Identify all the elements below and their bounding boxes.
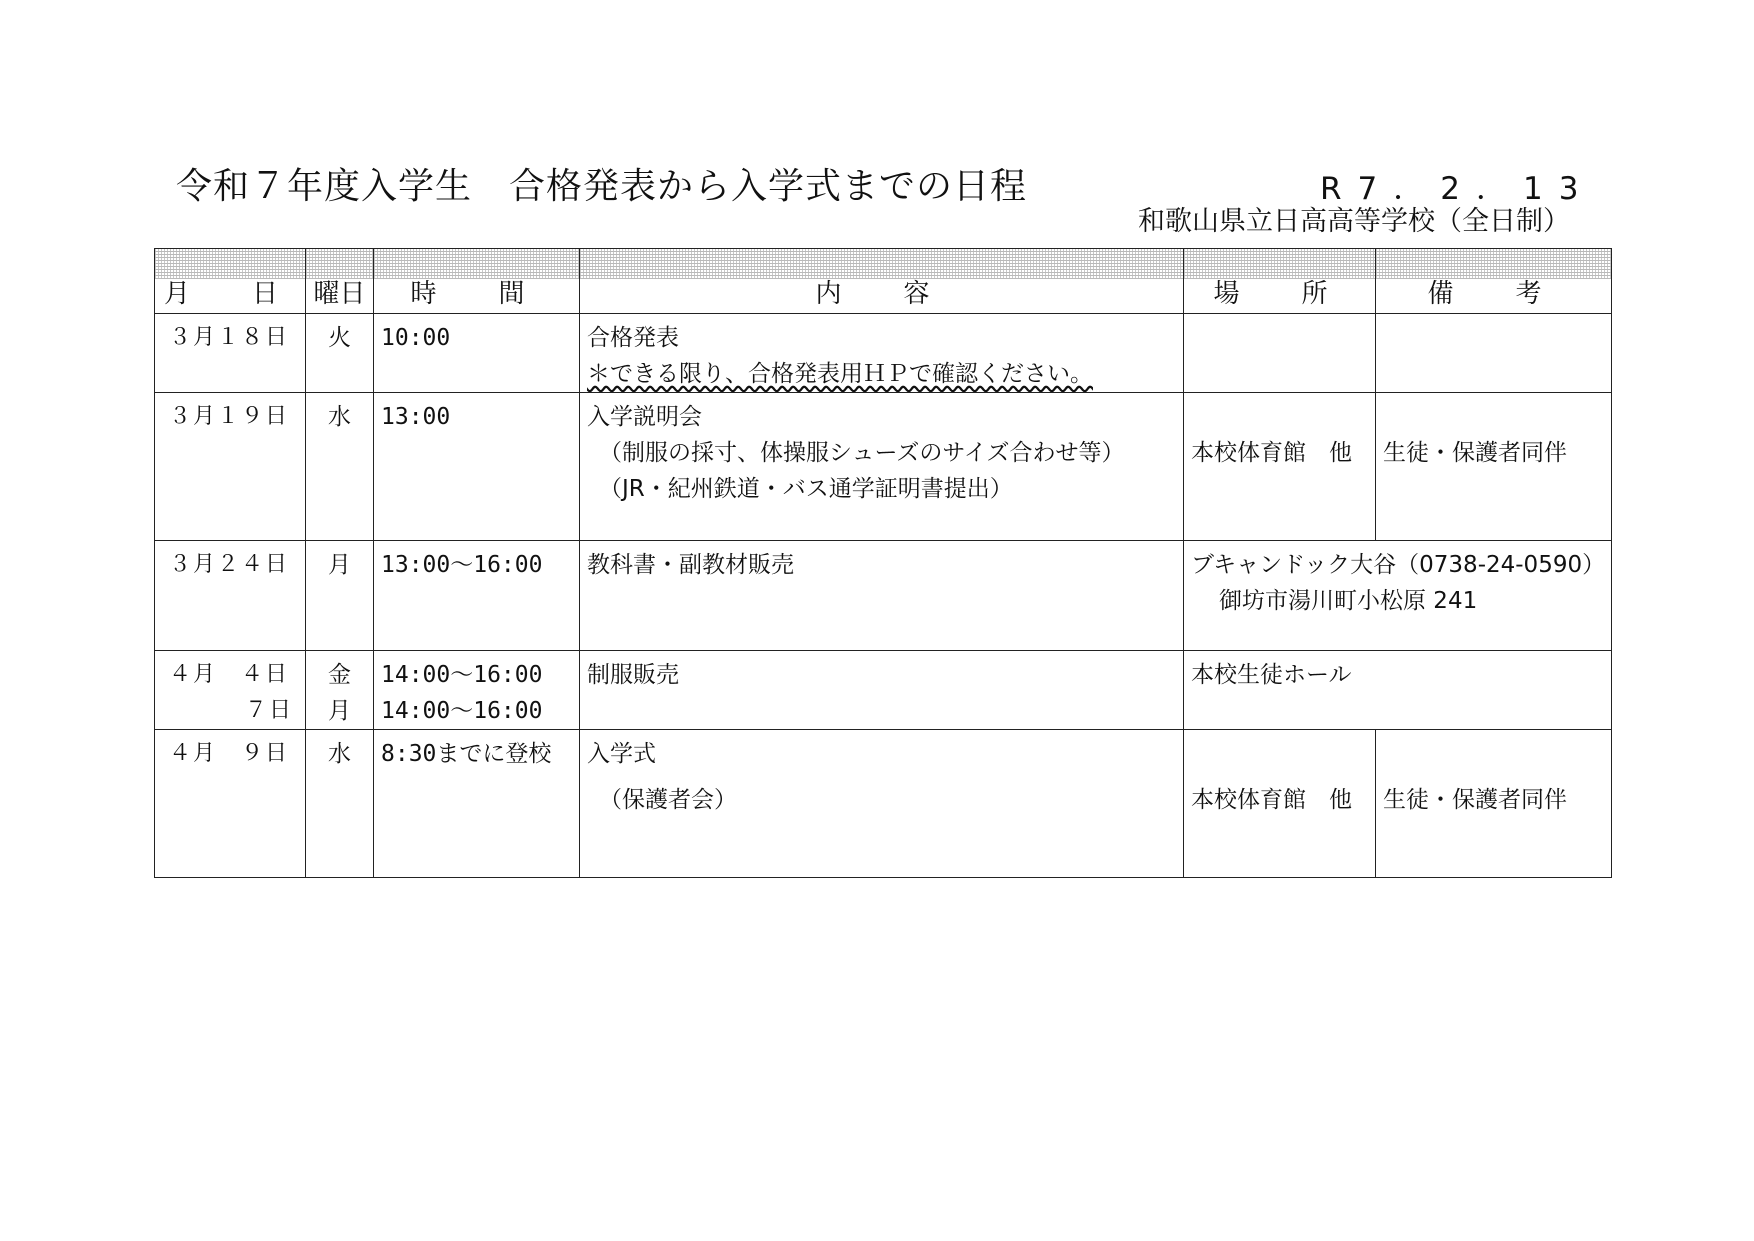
row-time bbox=[374, 651, 580, 730]
header-date: 月 日 bbox=[155, 249, 306, 314]
day-line: 金 bbox=[328, 662, 351, 688]
place-text: 本校体育館 他 bbox=[1191, 787, 1352, 813]
content-line: 入学説明会 bbox=[587, 404, 702, 430]
content-line: （制服の採寸、体操服シューズのサイズ合わせ等） bbox=[599, 440, 1125, 466]
date-line: ７日 bbox=[245, 698, 294, 723]
document-title: 令和７年度入学生 合格発表から入学式までの日程 bbox=[176, 166, 1028, 207]
row-content bbox=[580, 393, 1184, 541]
content-line: （JR・紀州鉄道・バス通学証明書提出） bbox=[599, 476, 1013, 502]
place-line: ブキャンドック大谷（0738-24-0590） bbox=[1191, 552, 1606, 578]
content-line: 制服販売 bbox=[587, 662, 679, 688]
content-line: 入学式 bbox=[587, 741, 656, 767]
header-notes: 備 考 bbox=[1376, 249, 1612, 314]
table-row bbox=[155, 651, 1612, 730]
date-line: ４月 ４日 bbox=[169, 662, 290, 687]
content-line: 教科書・副教材販売 bbox=[587, 552, 794, 578]
place-line: 御坊市湯川町小松原 241 bbox=[1219, 588, 1478, 614]
table-row bbox=[155, 314, 1612, 393]
table-row bbox=[155, 730, 1612, 878]
schedule-table bbox=[154, 248, 1612, 878]
row-date bbox=[155, 651, 306, 730]
row-date: ３月１８日 bbox=[155, 314, 306, 393]
table-row bbox=[155, 541, 1612, 651]
row-place bbox=[1184, 730, 1376, 878]
row-date: ３月１９日 bbox=[155, 393, 306, 541]
row-place: 本校生徒ホール bbox=[1184, 651, 1612, 730]
table-header bbox=[155, 249, 1612, 314]
school-name: 和歌山県立日高高等学校（全日制） bbox=[1138, 206, 1570, 237]
row-time: 10:00 bbox=[374, 314, 580, 393]
row-content bbox=[580, 651, 1184, 730]
row-notes bbox=[1376, 314, 1612, 393]
row-day: 火 bbox=[306, 314, 374, 393]
header-time: 時 間 bbox=[374, 249, 580, 314]
content-line: 合格発表 bbox=[587, 325, 679, 351]
table-row bbox=[155, 393, 1612, 541]
row-time: 13:00 bbox=[374, 393, 580, 541]
row-date: ４月 ９日 bbox=[155, 730, 306, 878]
row-content bbox=[580, 541, 1184, 651]
header-place: 場 所 bbox=[1184, 249, 1376, 314]
row-content bbox=[580, 314, 1184, 393]
row-place bbox=[1184, 314, 1376, 393]
day-line: 月 bbox=[328, 698, 351, 724]
row-notes bbox=[1376, 730, 1612, 878]
row-notes bbox=[1376, 393, 1612, 541]
row-content bbox=[580, 730, 1184, 878]
content-note: ＊できる限り、合格発表用ＨＰで確認ください。 bbox=[587, 361, 1093, 387]
place-text: 本校体育館 他 bbox=[1191, 440, 1352, 466]
time-line: 14:00～16:00 bbox=[381, 662, 543, 688]
row-day bbox=[306, 651, 374, 730]
row-place bbox=[1184, 393, 1376, 541]
header-content: 内 容 bbox=[580, 249, 1184, 314]
content-line: （保護者会） bbox=[599, 787, 737, 813]
header-day: 曜日 bbox=[306, 249, 374, 314]
row-time: 8:30までに登校 bbox=[374, 730, 580, 878]
document-date: R7．2．13 bbox=[1320, 171, 1595, 207]
notes-text: 生徒・保護者同伴 bbox=[1383, 787, 1567, 813]
time-line: 14:00～16:00 bbox=[381, 698, 543, 724]
notes-text: 生徒・保護者同伴 bbox=[1383, 440, 1567, 466]
row-day: 水 bbox=[306, 393, 374, 541]
row-time: 13:00～16:00 bbox=[374, 541, 580, 651]
row-place bbox=[1184, 541, 1612, 651]
row-date: ３月２４日 bbox=[155, 541, 306, 651]
row-day: 水 bbox=[306, 730, 374, 878]
row-day: 月 bbox=[306, 541, 374, 651]
